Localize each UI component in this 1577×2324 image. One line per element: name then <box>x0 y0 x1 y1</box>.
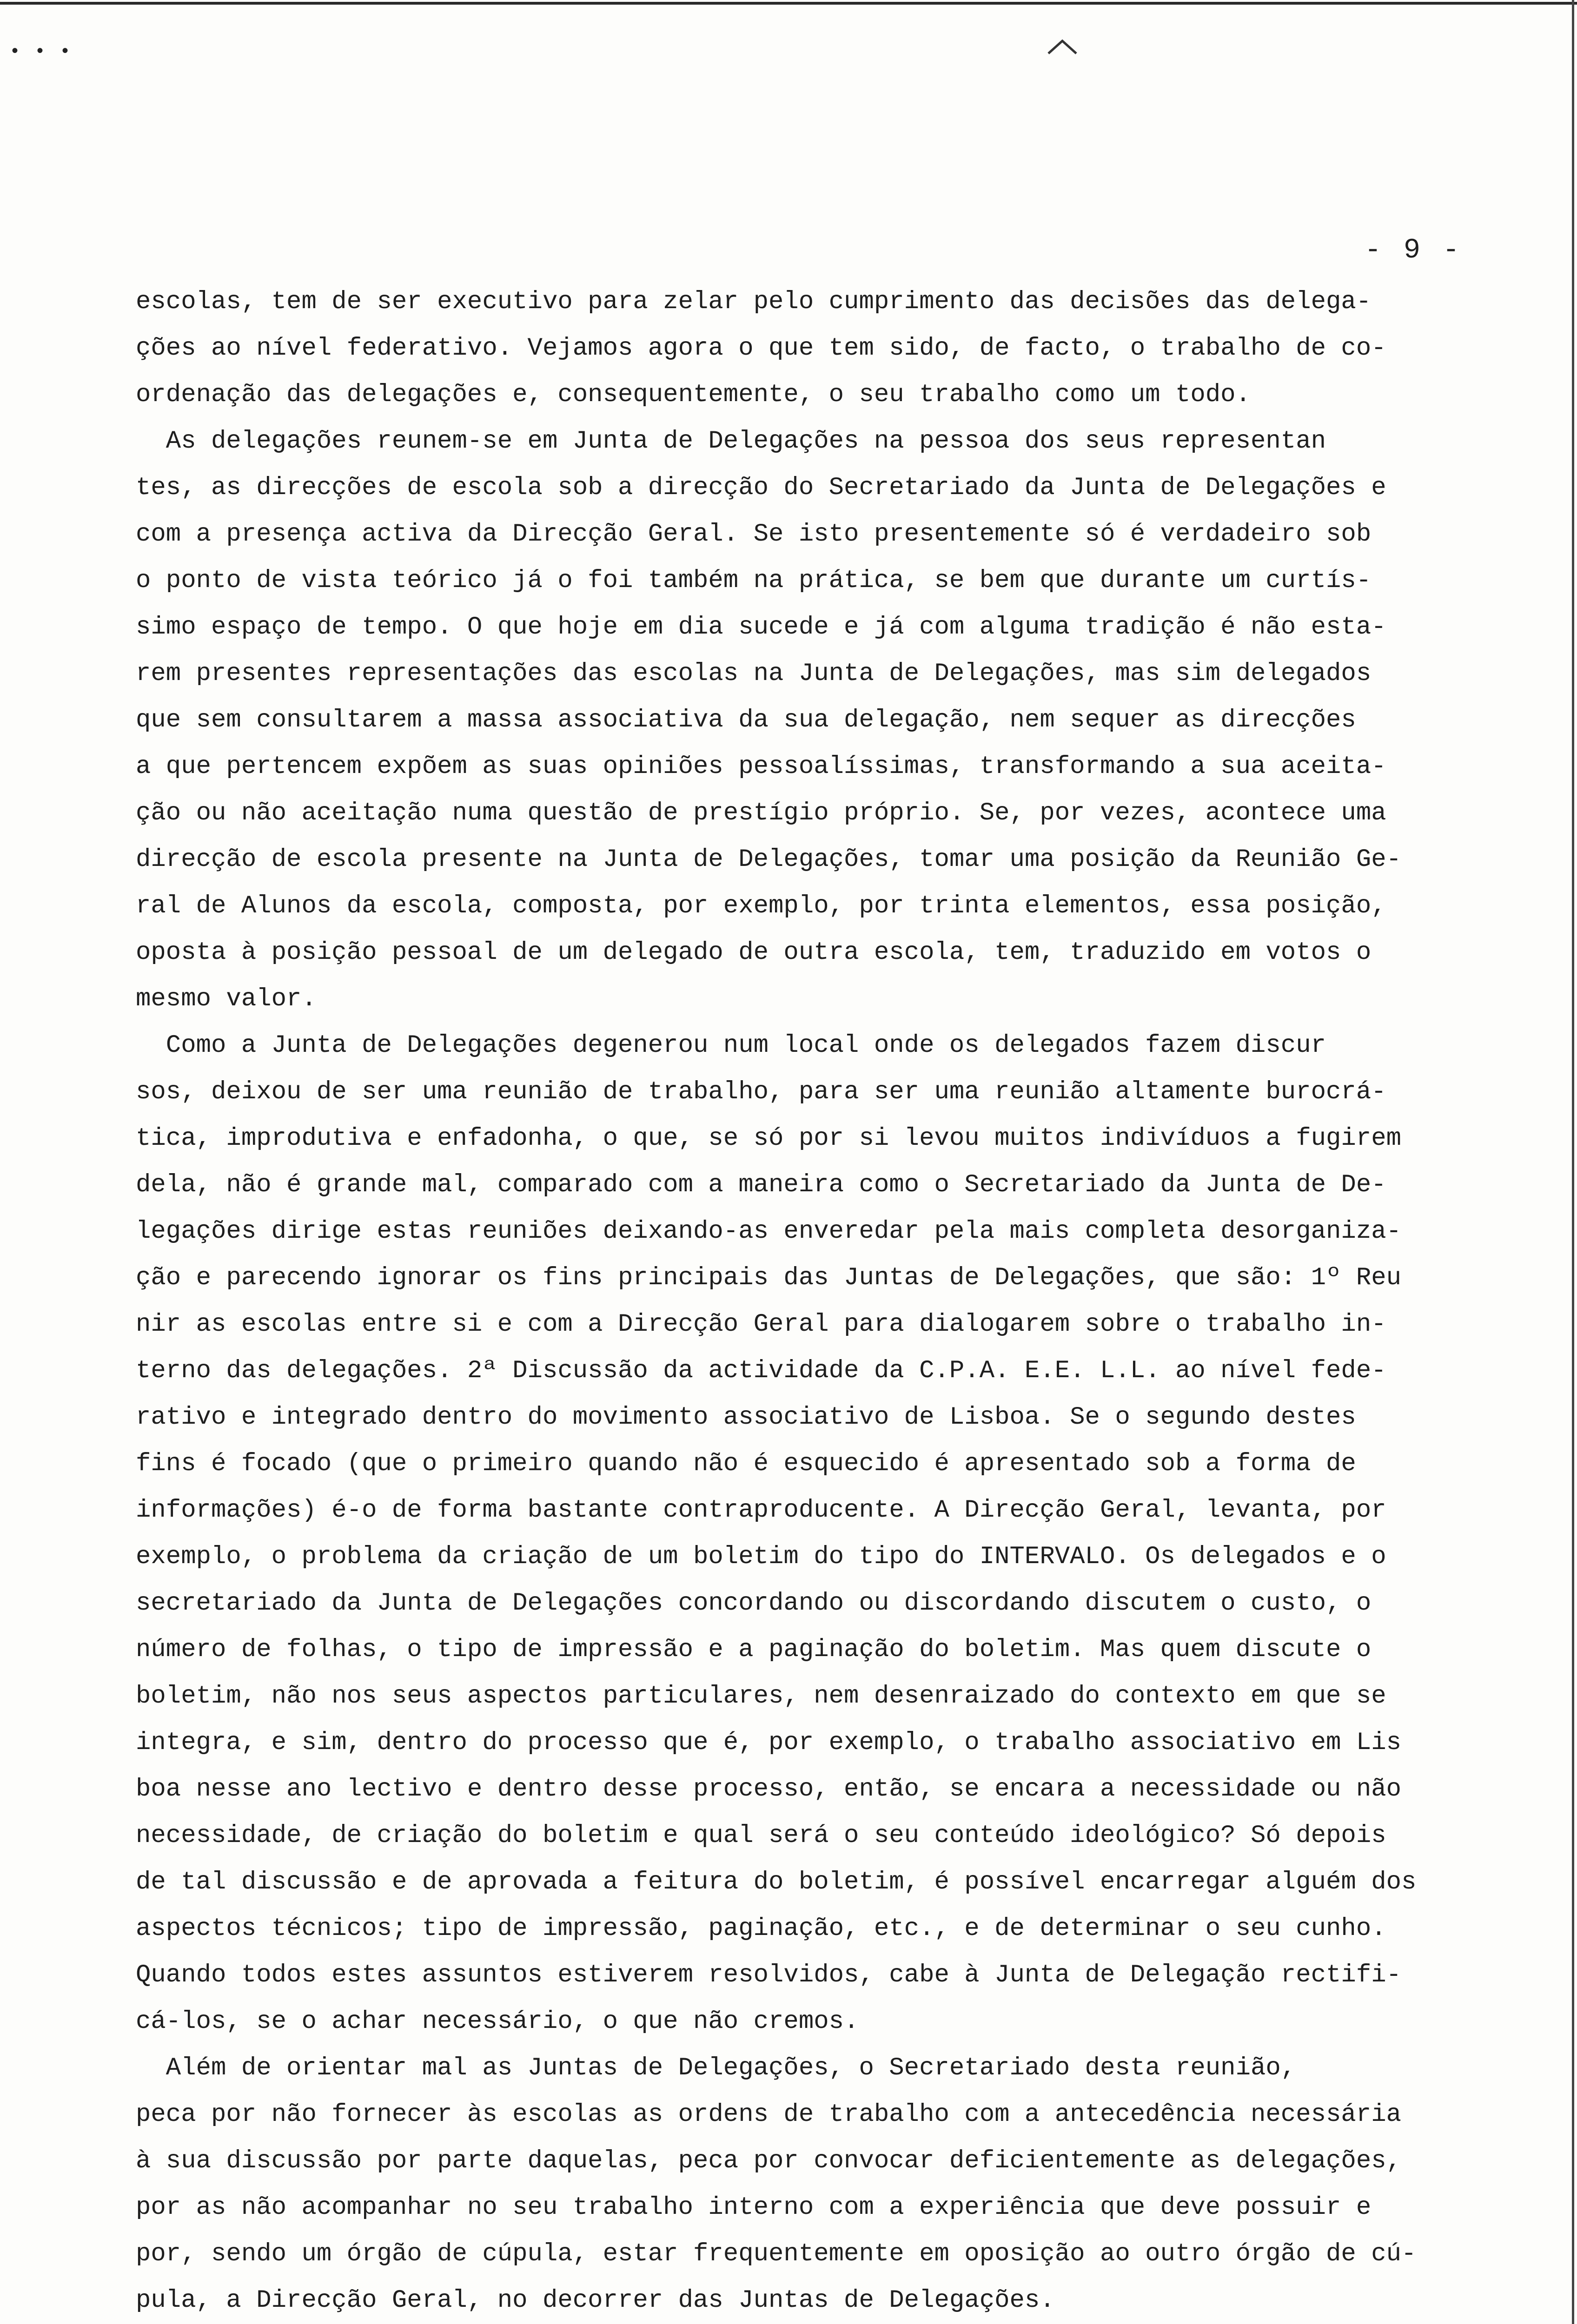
text-line: informações) é-o de forma bastante contraproducente. A Direcção Geral, levanta, por <box>136 1496 1386 1525</box>
text-line: escolas, tem de ser executivo para zelar pelo cumprimento das decisões das delega- <box>136 288 1372 316</box>
text-line: direcção de escola presente na Junta de Delegações, tomar uma posição da Reunião Ge- <box>136 845 1402 874</box>
text-line: de tal discussão e de aprovada a feitura do boletim, é possível encarregar alguém dos <box>136 1868 1417 1896</box>
text-line: tes, as direcções de escola sob a direcção do Secretariado da Junta de Delegações e <box>136 474 1386 502</box>
text-line: ral de Alunos da escola, composta, por exemplo, por trinta elementos, essa posição, <box>136 892 1386 920</box>
text-line: à sua discussão por parte daquelas, peca por convocar deficientemente as delegações, <box>136 2147 1402 2175</box>
right-border-line <box>1572 0 1574 2324</box>
text-line: boa nesse ano lectivo e dentro desse processo, então, se encara a necessidade ou não <box>136 1775 1402 1803</box>
text-line: boletim, não nos seus aspectos particulares, nem desenraizado do contexto em que se <box>136 1682 1386 1710</box>
text-line: Como a Junta de Delegações degenerou num local onde os delegados fazem discur <box>136 1031 1326 1060</box>
text-line: cá-los, se o achar necessário, o que não cremos. <box>136 2007 859 2036</box>
text-line: número de folhas, o tipo de impressão e a paginação do boletim. Mas quem discute o <box>136 1636 1372 1664</box>
text-line: ção e parecendo ignorar os fins principais das Juntas de Delegações, que são: 1º Reu <box>136 1264 1402 1292</box>
text-line: secretariado da Junta de Delegações concordando ou discordando discutem o custo, o <box>136 1589 1372 1618</box>
top-border-line <box>0 2 1577 5</box>
page-number: - 9 - <box>1365 235 1463 266</box>
text-line: Quando todos estes assuntos estiverem resolvidos, cabe à Junta de Delegação rectifi- <box>136 1961 1402 1989</box>
text-line: integra, e sim, dentro do processo que é, por exemplo, o trabalho associativo em Lis <box>136 1729 1402 1757</box>
body-text <box>136 279 1540 2324</box>
text-line: sos, deixou de ser uma reunião de trabalho, para ser uma reunião altamente burocrá- <box>136 1078 1386 1106</box>
text-line: rativo e integrado dentro do movimento associativo de Lisboa. Se o segundo destes <box>136 1403 1356 1432</box>
text-line: terno das delegações. 2ª Discussão da actividade da C.P.A. E.E. L.L. ao nível fede- <box>136 1357 1386 1385</box>
text-line: necessidade, de criação do boletim e qual será o seu conteúdo ideológico? Só depois <box>136 1822 1386 1850</box>
text-line: oposta à posição pessoal de um delegado de outra escola, tem, traduzido em votos o <box>136 938 1372 967</box>
text-line: fins é focado (que o primeiro quando não é esquecido é apresentado sob a forma de <box>136 1450 1356 1478</box>
text-line: por as não acompanhar no seu trabalho interno com a experiência que deve possuir e <box>136 2193 1372 2222</box>
text-line: que sem consultarem a massa associativa da sua delegação, nem sequer as direcções <box>136 706 1356 734</box>
text-line: o ponto de vista teórico já o foi também na prática, se bem que durante um curtís- <box>136 567 1372 595</box>
text-line: simo espaço de tempo. O que hoje em dia sucede e já com alguma tradição é não esta- <box>136 613 1386 641</box>
text-line: legações dirige estas reuniões deixando-as enveredar pela mais completa desorganiza- <box>136 1217 1402 1246</box>
text-line: por, sendo um órgão de cúpula, estar frequentemente em oposição ao outro órgão de cú- <box>136 2240 1417 2268</box>
text-line: ordenação das delegações e, consequentemente, o seu trabalho como um todo. <box>136 381 1251 409</box>
text-line: Além de orientar mal as Juntas de Delegações, o Secretariado desta reunião, <box>136 2054 1296 2082</box>
text-line: As delegações reunem-se em Junta de Delegações na pessoa dos seus representan <box>136 427 1326 456</box>
text-line: pula, a Direcção Geral, no decorrer das Juntas de Delegações. <box>136 2286 1055 2315</box>
text-line: ções ao nível federativo. Vejamos agora o que tem sido, de facto, o trabalho de co- <box>136 334 1386 363</box>
text-line: com a presença activa da Direcção Geral. Se isto presentemente só é verdadeiro sob <box>136 520 1372 548</box>
text-line: peca por não fornecer às escolas as ordens de trabalho com a antecedência necessária <box>136 2100 1402 2129</box>
text-line: aspectos técnicos; tipo de impressão, paginação, etc., e de determinar o seu cunho. <box>136 1915 1386 1943</box>
text-line: mesmo valor. <box>136 985 317 1013</box>
text-line: a que pertencem expõem as suas opiniões pessoalíssimas, transformando a sua aceita- <box>136 753 1386 781</box>
text-line: dela, não é grande mal, comparado com a maneira como o Secretariado da Junta de De- <box>136 1171 1386 1199</box>
text-line: rem presentes representações das escolas na Junta de Delegações, mas sim delegados <box>136 660 1372 688</box>
scan-specks: ••• <box>9 42 85 63</box>
text-line: ção ou não aceitação numa questão de prestígio próprio. Se, por vezes, acontece uma <box>136 799 1386 827</box>
text-line: nir as escolas entre si e com a Direcção Geral para dialogarem sobre o trabalho in- <box>136 1310 1386 1339</box>
text-line: tica, improdutiva e enfadonha, o que, se só por si levou muitos indivíduos a fugirem <box>136 1124 1402 1153</box>
scan-mark-icon <box>1046 37 1079 56</box>
text-line: exemplo, o problema da criação de um boletim do tipo do INTERVALO. Os delegados e o <box>136 1543 1386 1571</box>
